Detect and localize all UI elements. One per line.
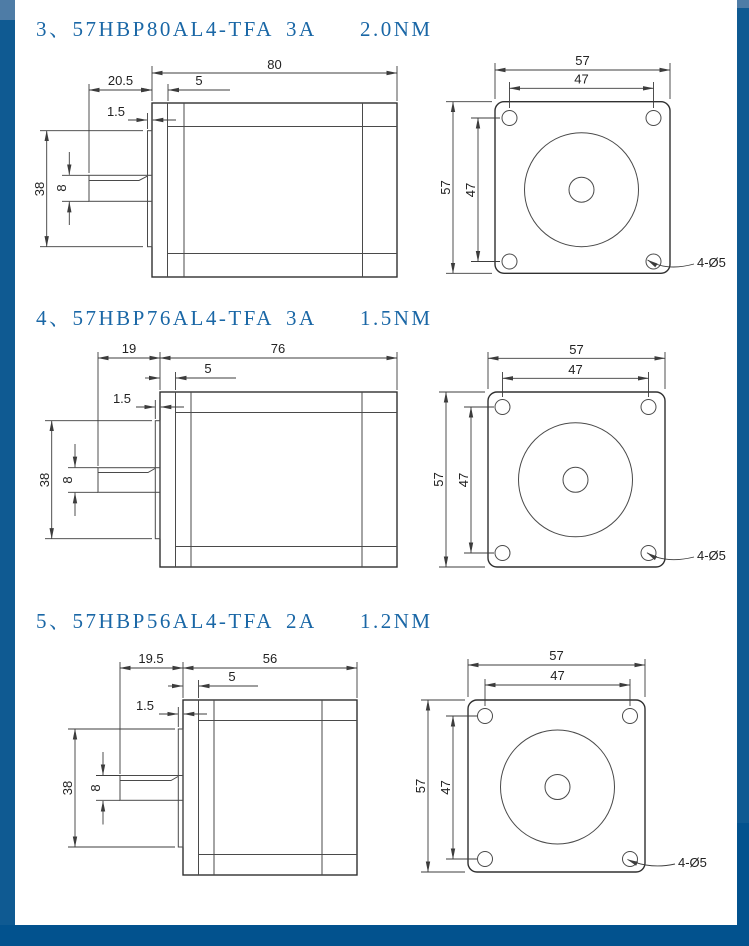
current-rating: 3A	[286, 306, 317, 330]
dim-label: 8	[88, 784, 103, 792]
dim-label: 8	[54, 184, 69, 192]
dim-label: 19.5	[138, 651, 164, 666]
dim-label: 57	[575, 53, 590, 68]
dim-label: 57	[438, 180, 453, 195]
dim-label: 57	[413, 778, 428, 794]
dim-label: 1.5	[106, 104, 126, 119]
dim-label: 56	[262, 651, 278, 666]
front-view-57hbp56	[413, 648, 707, 872]
dim-label: 47	[574, 71, 589, 87]
dim-label: 76	[270, 341, 286, 356]
holes-callout: 4-Ø5	[678, 855, 707, 870]
dim-label: 47	[568, 362, 583, 377]
torque-rating: 1.5NM	[360, 306, 433, 330]
side-view-57hbp56	[60, 651, 357, 875]
dim-label: 47	[463, 182, 478, 198]
dim-label: 47	[456, 472, 471, 488]
dim-label: 38	[37, 472, 52, 488]
dim-label: 20.5	[107, 73, 134, 88]
model-number: 4、57HBP76AL4-TFA	[36, 306, 274, 330]
dim-label: 38	[32, 181, 47, 197]
torque-rating: 1.2NM	[360, 609, 433, 633]
dim-label: 8	[60, 476, 75, 484]
dim-label: 80	[267, 57, 282, 72]
dim-label: 1.5	[135, 698, 155, 713]
dim-label: 1.5	[112, 391, 132, 406]
side-view-57hbp76	[37, 341, 397, 567]
current-rating: 3A	[286, 17, 317, 41]
holes-callout: 4-Ø5	[697, 255, 726, 270]
dim-label: 57	[431, 472, 446, 487]
model-number: 5、57HBP56AL4-TFA	[36, 609, 274, 633]
dim-label: 38	[60, 780, 75, 796]
holes-callout: 4-Ø5	[697, 548, 726, 563]
dim-label: 47	[438, 780, 453, 795]
dim-label: 47	[550, 668, 565, 683]
dim-label: 5	[195, 73, 203, 88]
torque-rating: 2.0NM	[360, 17, 433, 41]
model-number: 3、57HBP80AL4-TFA	[36, 17, 274, 41]
dim-label: 19	[121, 341, 137, 356]
current-rating: 2A	[286, 609, 317, 633]
side-view-57hbp80	[32, 57, 397, 277]
dim-label: 5	[204, 361, 212, 376]
front-view-57hbp76	[431, 342, 726, 567]
front-view-57hbp80	[438, 53, 726, 273]
dim-label: 5	[228, 669, 236, 684]
dim-label: 57	[549, 648, 564, 663]
dim-label: 57	[569, 342, 584, 357]
